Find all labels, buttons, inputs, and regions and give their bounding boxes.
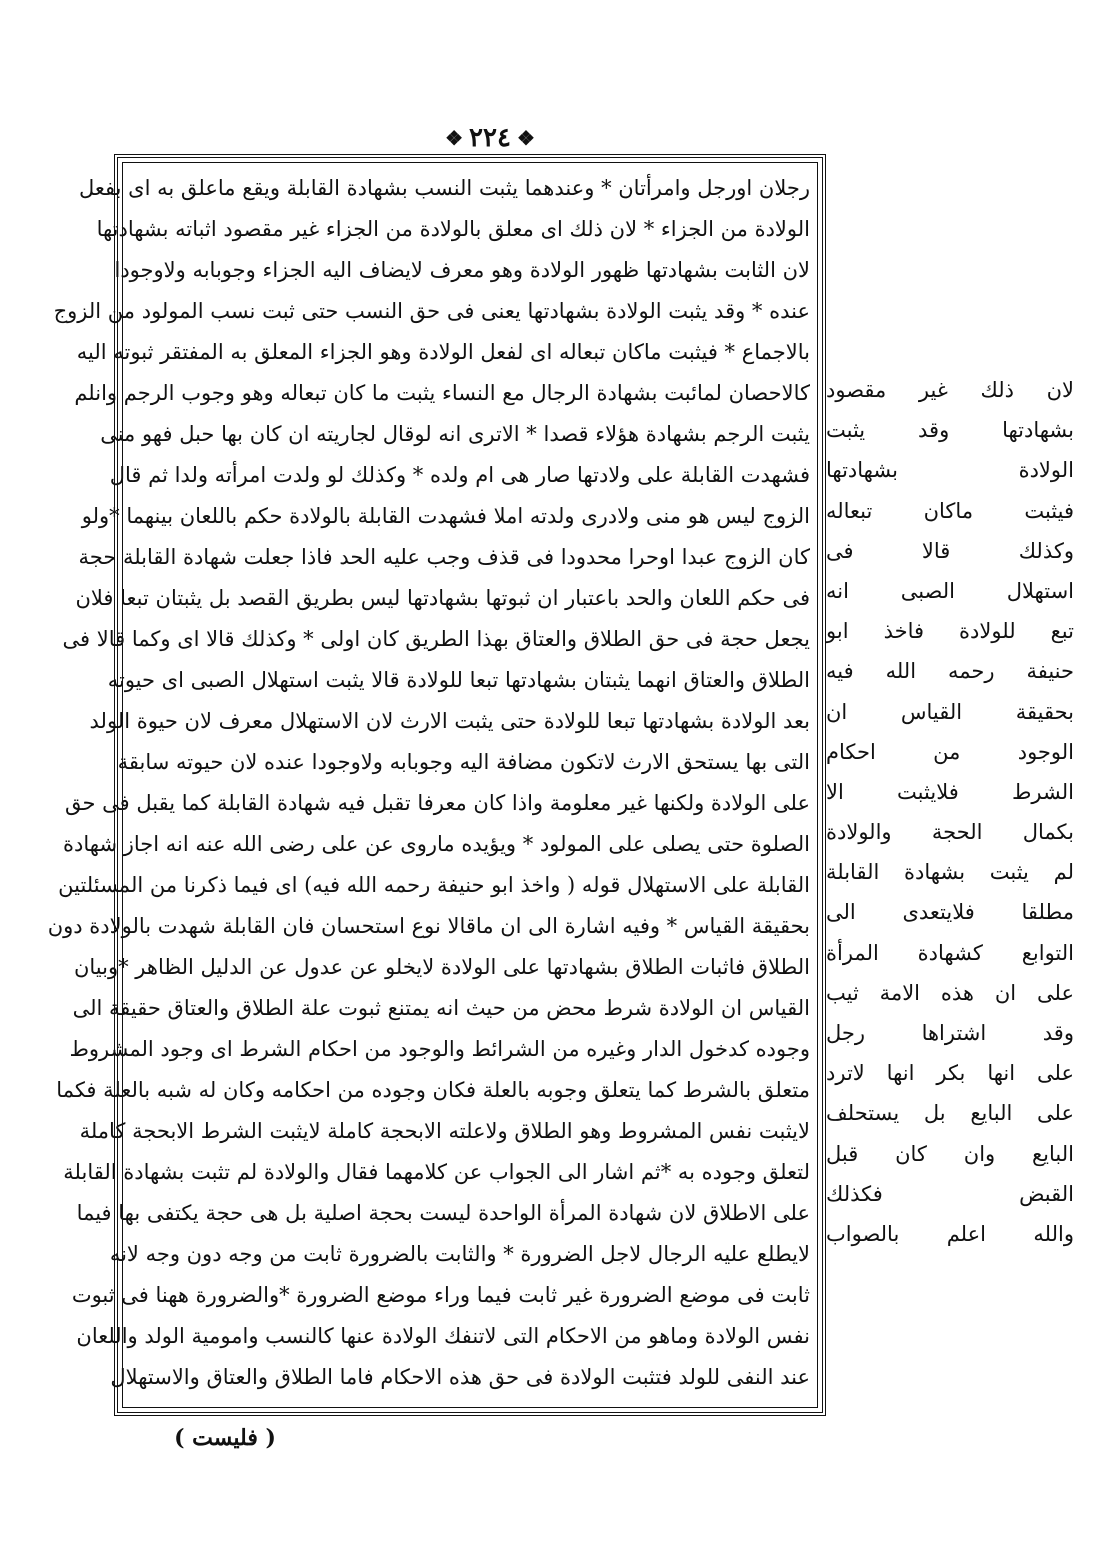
- main-text-line: يثبت الرجم بشهادة هؤلاء قصدا * الاترى انه لوقال لجاريته ان كان بها حبل فهو منى: [100, 422, 810, 446]
- main-text-line: بالاجماع * فيثبت ماكان تبعاله اى لفعل الولادة وهو الجزاء المعلق به المفتقر ثبوته اليه: [76, 340, 810, 364]
- margin-text-line: تبع للولادة فاخذ ابو: [826, 619, 1074, 644]
- margin-text-line: مطلقا فلايتعدى الى: [826, 900, 1074, 925]
- margin-text-line: لم يثبت بشهادة القابلة: [826, 860, 1074, 885]
- ornament-left-icon: ❖: [445, 126, 464, 150]
- page-number-label: ٢٢٤: [469, 123, 511, 153]
- margin-text-line: الشرط فلايثبت الا: [826, 779, 1074, 804]
- margin-text-line: بحقيقة القياس ان: [826, 699, 1074, 724]
- main-text-line: التى بها يستحق الارث لاتكون مضافة اليه وجوبابه ولاوجودا عنده لان حيوته سابقة: [117, 750, 810, 774]
- main-text-line: بحقيقة القياس * وفيه اشارة الى ان ماقالا نوع استحسان فان القابلة شهدت بالولادة دون: [47, 914, 810, 938]
- margin-text-line: لان ذلك غير مقصود: [826, 378, 1074, 402]
- main-text-line: الصلوة حتى يصلى على المولود * ويؤيده ماروى عن على رضى الله عنه انه اجاز شهادة: [63, 832, 810, 856]
- main-text-line: بعد الولادة بشهادتها تبعا للولادة حتى يثبت الارث لان الاستهلال معرف لان حيوة الولد: [89, 709, 810, 733]
- margin-text-line: القبض فكذلك: [826, 1181, 1074, 1206]
- main-text-line: وجوده كدخول الدار وغيره من الشرائط والوجود من احكام الشرط اى وجود المشروط: [69, 1037, 810, 1061]
- margin-text-line: فيثبت ماكان تبعاله: [826, 498, 1074, 523]
- margin-text-line: وكذلك قالا فى: [826, 538, 1074, 563]
- margin-text-line: التوابع كشهادة المرأة: [826, 940, 1074, 965]
- main-text-line: عند النفى للولد فتثبت الولادة فى حق هذه الاحكام فاما الطلاق والعتاق والاستهلال: [110, 1365, 810, 1389]
- main-text-line: كالاحصان لمائبت بشهادة الرجال مع النساء يثبت ما كان تبعاله وهو وجوب الرجم وانلم: [74, 381, 810, 405]
- main-text-line: لتعلق وجوده به *ثم اشار الى الجواب عن كلامهما فقال والولادة لم تثبت بشهادة القابلة: [63, 1160, 810, 1184]
- margin-text-line: على ان هذه الامة ثيب: [826, 980, 1074, 1005]
- margin-text-line: على انها بكر انها لاترد: [826, 1061, 1074, 1086]
- margin-text-line: استهلال الصبى انه: [826, 578, 1074, 603]
- main-text-line: نفس الولادة وماهو من الاحكام التى لاتنفك الولادة عنها كالنسب وامومية الولد واللعان: [76, 1324, 810, 1348]
- main-text-line: رجلان اورجل وامرأتان * وعندهما يثبت النسب بشهادة القابلة ويقع ماعلق به اى بفعل: [78, 176, 810, 200]
- main-text-line: لايثبت نفس المشروط وهو الطلاق ولاعلته الابحجة كاملة لايثبت الشرط الابحجة كاملة: [79, 1119, 810, 1143]
- margin-text-line: والله اعلم بالصواب: [826, 1221, 1074, 1246]
- margin-text-line: حنيفة رحمه الله فيه: [826, 659, 1074, 684]
- main-text-line: يجعل حجة فى حق الطلاق والعتاق بهذا الطريق كان اولى * وكذلك قالا اى وكما قالا فى: [62, 627, 810, 651]
- main-text-line: الطلاق فاثبات الطلاق بشهادتها على الولادة لايخلو عن عدول عن الدليل الظاهر *وبيان: [73, 955, 810, 979]
- main-text-line: الطلاق والعتاق انهما يثبتان بشهادتها تبعا للولادة قالا يثبت استهلال الصبى اى حيوته: [107, 668, 810, 692]
- page-number: [430, 118, 550, 158]
- margin-text-line: على البايع بل يستحلف: [826, 1101, 1074, 1126]
- margin-text-line: الولادة بشهادتها: [826, 458, 1074, 483]
- main-text-line: القياس ان الولادة شرط محض من حيث انه يمتنع ثبوت علة الطلاق والعتاق حقيقة الى: [72, 996, 810, 1020]
- margin-text-line: الوجود من احكام: [826, 739, 1074, 764]
- main-text-line: عنده * وقد يثبت الولادة بشهادتها يعنى فى حق النسب حتى ثبت نسب المولود من الزوج: [53, 299, 810, 323]
- main-text-line: فشهدت القابلة على ولادتها صار هى ام ولده * وكذلك لو ولدت امرأته ولدا ثم قال: [109, 463, 810, 487]
- main-text-line: الزوج ليس هو منى ولادرى ولدته املا فشهدت القابلة بالولادة حكم باللعان بينهما *ولو: [81, 504, 810, 528]
- main-text-line: كان الزوج عبدا اوحرا محدودا فى قذف وجب عليه الحد فاذا جعلت شهادة القابلة حجة: [78, 545, 810, 569]
- main-text-line: الولادة من الجزاء * لان ذلك اى معلق بالولادة من الجزاء غير مقصود اثباته بشهادتها: [96, 217, 810, 241]
- main-text-line: لايطلع عليه الرجال لاجل الضرورة * والثابت بالضرورة ثابت من وجه دون وجه لانه: [109, 1242, 810, 1266]
- main-text-line: فى حكم اللعان والحد باعتبار ان ثبوتها بشهادتها ليس بطريق القصد بل يثبتان تبعا فلان: [75, 586, 810, 610]
- margin-commentary: [826, 370, 1084, 1254]
- main-text-line: على الاطلاق لان شهادة المرأة الواحدة ليست بحجة اصلية بل هى حجة يكتفى بها فيما: [76, 1201, 810, 1225]
- margin-text-line: بشهادتها وقد يثبت: [826, 418, 1074, 443]
- margin-text-line: البايع وان كان قبل: [826, 1141, 1074, 1166]
- ornament-right-icon: ❖: [516, 126, 535, 150]
- main-text-line: لان الثابت بشهادتها ظهور الولادة وهو معرف لايضاف اليه الجزاء وجوبابه ولاوجودا: [114, 258, 810, 282]
- margin-text-line: بكمال الحجة والولادة: [826, 820, 1074, 845]
- main-text-line: القابلة على الاستهلال قوله ( واخذ ابو حنيفة رحمه الله فيه) اى فيما ذكرنا من المسئلتين: [58, 873, 810, 897]
- main-text-line: متعلق بالشرط كما يتعلق وجوبه بالعلة فكان وجوده من احكامه وكان له شبه بالعلة فكما: [56, 1078, 810, 1102]
- catchword: ( فليست ): [174, 1425, 276, 1451]
- margin-text-line: وقد اشتراها رجل: [826, 1021, 1074, 1045]
- main-text-line: ثابت فى موضع الضرورة غير ثابت فيما وراء موضع الضرورة *والضرورة ههنا فى ثبوت: [71, 1283, 810, 1307]
- main-text-block: [47, 168, 816, 1408]
- main-text-line: على الولادة ولكنها غير معلومة واذا كان معرفا تقبل فيه شهادة القابلة كما يقبل فى حق: [64, 791, 810, 815]
